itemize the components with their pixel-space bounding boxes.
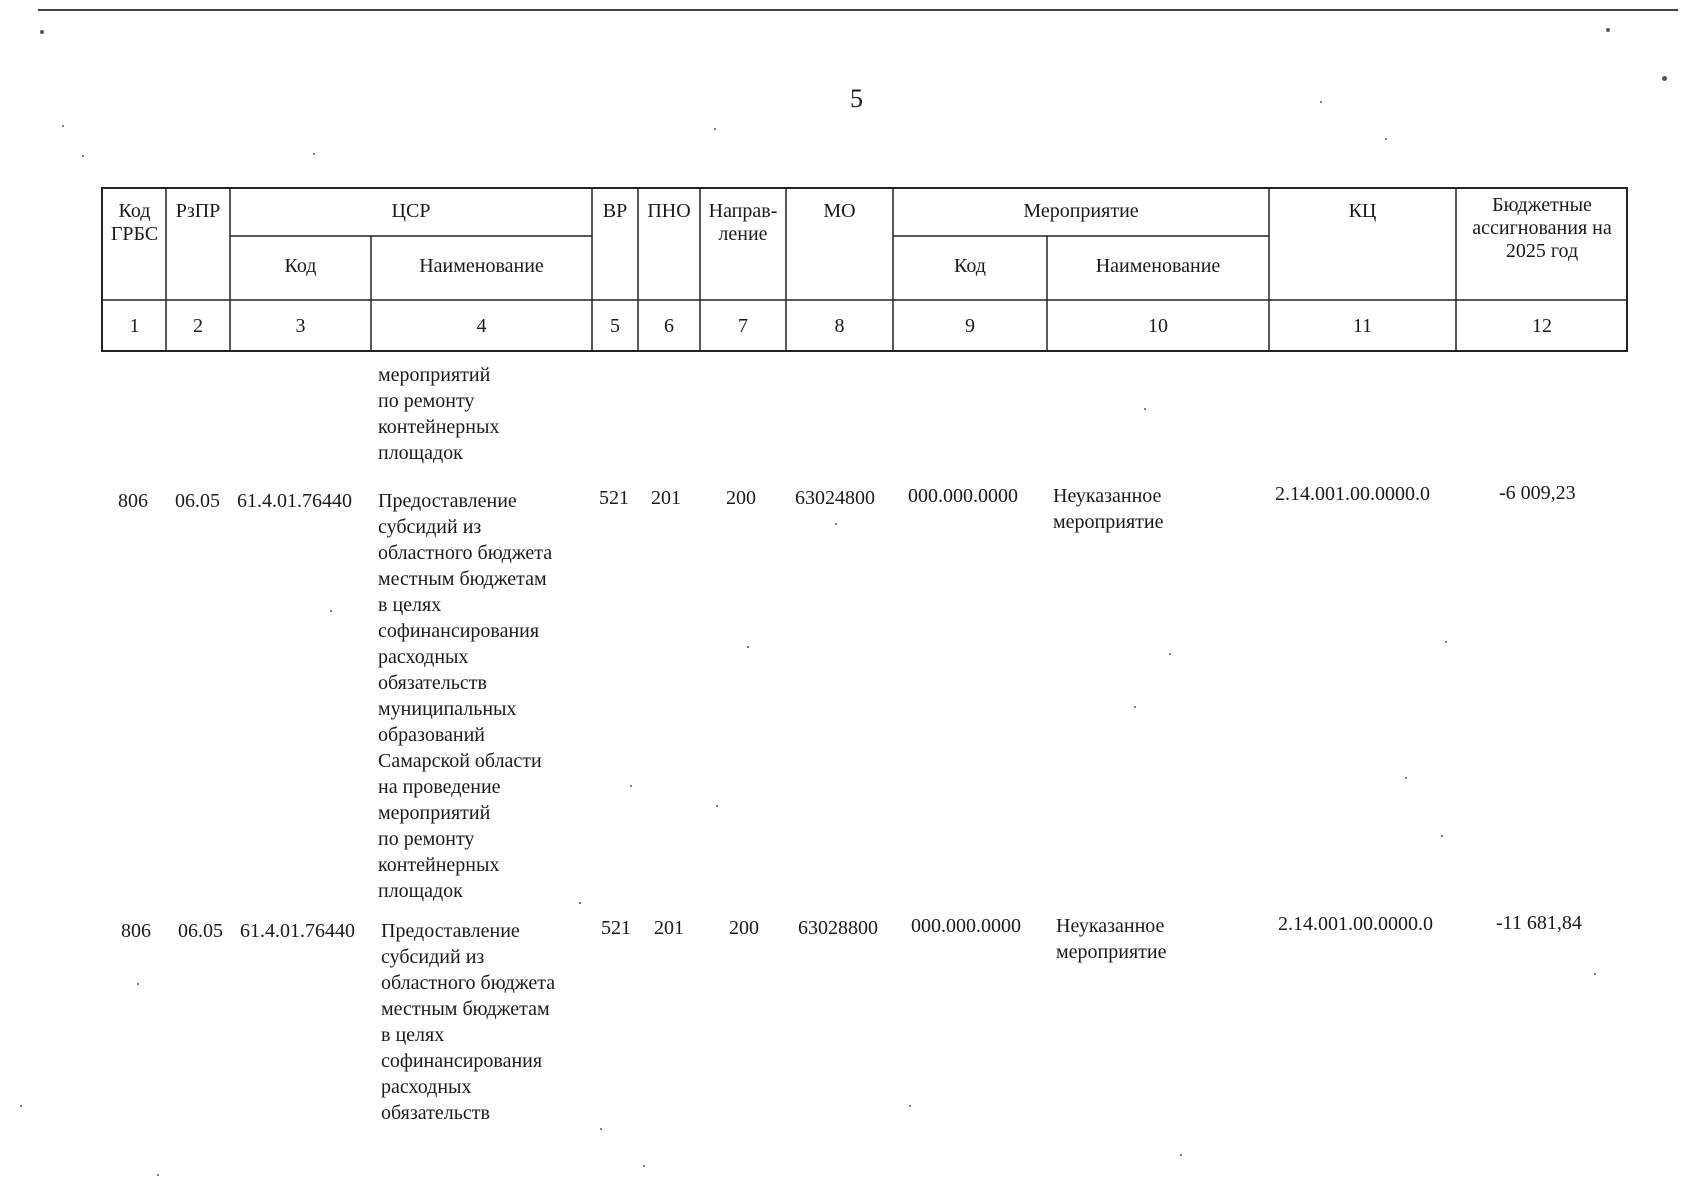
row-vr: 521 xyxy=(599,487,629,509)
row-csr-code: 61.4.01.76440 xyxy=(240,920,355,942)
scan-speck xyxy=(313,153,315,155)
column-number: 7 xyxy=(738,315,748,337)
scan-speck xyxy=(747,646,749,648)
column-number: 10 xyxy=(1148,315,1168,337)
row-direction: 200 xyxy=(726,487,756,509)
column-number: 2 xyxy=(193,315,203,337)
header-csr-name: Наименование xyxy=(419,255,544,277)
row-mo: 63024800 xyxy=(795,487,875,509)
row-grbs: 806 xyxy=(121,920,151,942)
header-csr-kod: Код xyxy=(284,255,317,277)
scan-speck xyxy=(1385,138,1387,140)
row-pno: 201 xyxy=(651,487,681,509)
row-kc: 2.14.001.00.0000.0 xyxy=(1275,483,1430,505)
header-mer-kod: Код xyxy=(954,255,986,277)
row-amount: -11 681,84 xyxy=(1496,912,1582,934)
header-napravlenie: Направ-ление xyxy=(708,200,778,245)
row-event-name: Неуказанное мероприятие xyxy=(1056,915,1167,963)
row-event-code: 000.000.0000 xyxy=(908,485,1018,507)
row-kc: 2.14.001.00.0000.0 xyxy=(1278,913,1433,935)
row-csr-code: 61.4.01.76440 xyxy=(237,490,352,512)
scan-speck xyxy=(1134,706,1136,708)
page-number: 5 xyxy=(850,84,863,113)
header-meropriyatie: Мероприятие xyxy=(1023,200,1139,222)
header-mer-name: Наименование xyxy=(1095,255,1221,277)
continuation-name: мероприятий по ремонту контейнерных площадок xyxy=(378,364,500,464)
column-number: 6 xyxy=(664,315,674,337)
scan-speck xyxy=(579,902,581,904)
header-csr: ЦСР xyxy=(391,200,431,222)
row-name: Предоставление субсидий из областного бюджета местным бюджетам в целях софинансирования расходных обязательств муниципальных образований Самарской области на проведение мероприятий по ремонту контейнерных площадок xyxy=(378,490,553,902)
scan-speck xyxy=(1662,76,1667,81)
scan-speck xyxy=(1441,835,1443,837)
row-mo: 63028800 xyxy=(798,917,878,939)
row-direction: 200 xyxy=(729,917,759,939)
scan-speck xyxy=(157,1174,159,1176)
header-pno: ПНО xyxy=(647,200,691,222)
header-vr: ВР xyxy=(602,200,628,222)
column-number: 5 xyxy=(610,315,620,337)
scan-speck xyxy=(630,785,632,787)
column-number: 9 xyxy=(965,315,975,337)
row-pno: 201 xyxy=(654,917,684,939)
row-event-name: Неуказанное мероприятие xyxy=(1053,485,1164,533)
column-number: 1 xyxy=(129,315,140,337)
scan-speck xyxy=(643,1165,645,1167)
scan-speck xyxy=(330,610,332,612)
scan-speck xyxy=(82,155,84,157)
scan-speck xyxy=(40,30,44,34)
header-mo: МО xyxy=(823,200,856,222)
row-name: Предоставление субсидий из областного бюджета местным бюджетам в целях софинансирования расходных обязательств xyxy=(381,920,556,1124)
scan-speck xyxy=(1606,28,1610,32)
table-header xyxy=(101,180,1628,352)
row-amount: -6 009,23 xyxy=(1499,482,1576,504)
scan-speck xyxy=(835,523,837,525)
column-number: 8 xyxy=(834,315,845,337)
scan-speck xyxy=(1405,777,1407,779)
scan-speck xyxy=(1180,1154,1182,1156)
header-kod-grbs: Код ГРБС xyxy=(110,200,159,245)
row-grbs: 806 xyxy=(118,490,148,512)
row-vr: 521 xyxy=(601,917,631,939)
scan-speck xyxy=(600,1128,602,1130)
scan-speck xyxy=(137,983,139,985)
header-budget: Бюджетные ассигнования на 2025 год xyxy=(1472,194,1612,262)
scan-speck xyxy=(1445,641,1447,643)
scan-speck xyxy=(716,805,718,807)
header-kc: КЦ xyxy=(1348,200,1377,222)
scan-speck xyxy=(1169,653,1171,655)
column-number: 11 xyxy=(1352,315,1373,337)
scan-speck xyxy=(20,1105,22,1107)
row-rzpr: 06.05 xyxy=(175,490,220,512)
scan-speck xyxy=(1320,101,1322,103)
scan-speck xyxy=(714,128,716,130)
row-event-code: 000.000.0000 xyxy=(911,915,1021,937)
column-number: 3 xyxy=(295,315,306,337)
scan-speck xyxy=(62,125,64,127)
scan-speck xyxy=(1144,408,1146,410)
top-rule xyxy=(38,9,1678,11)
row-rzpr: 06.05 xyxy=(178,920,223,942)
scan-speck xyxy=(1594,973,1596,975)
column-number: 4 xyxy=(476,315,487,337)
header-rzpr: РзПР xyxy=(175,200,221,222)
scan-speck xyxy=(909,1105,911,1107)
column-number: 12 xyxy=(1532,315,1552,337)
